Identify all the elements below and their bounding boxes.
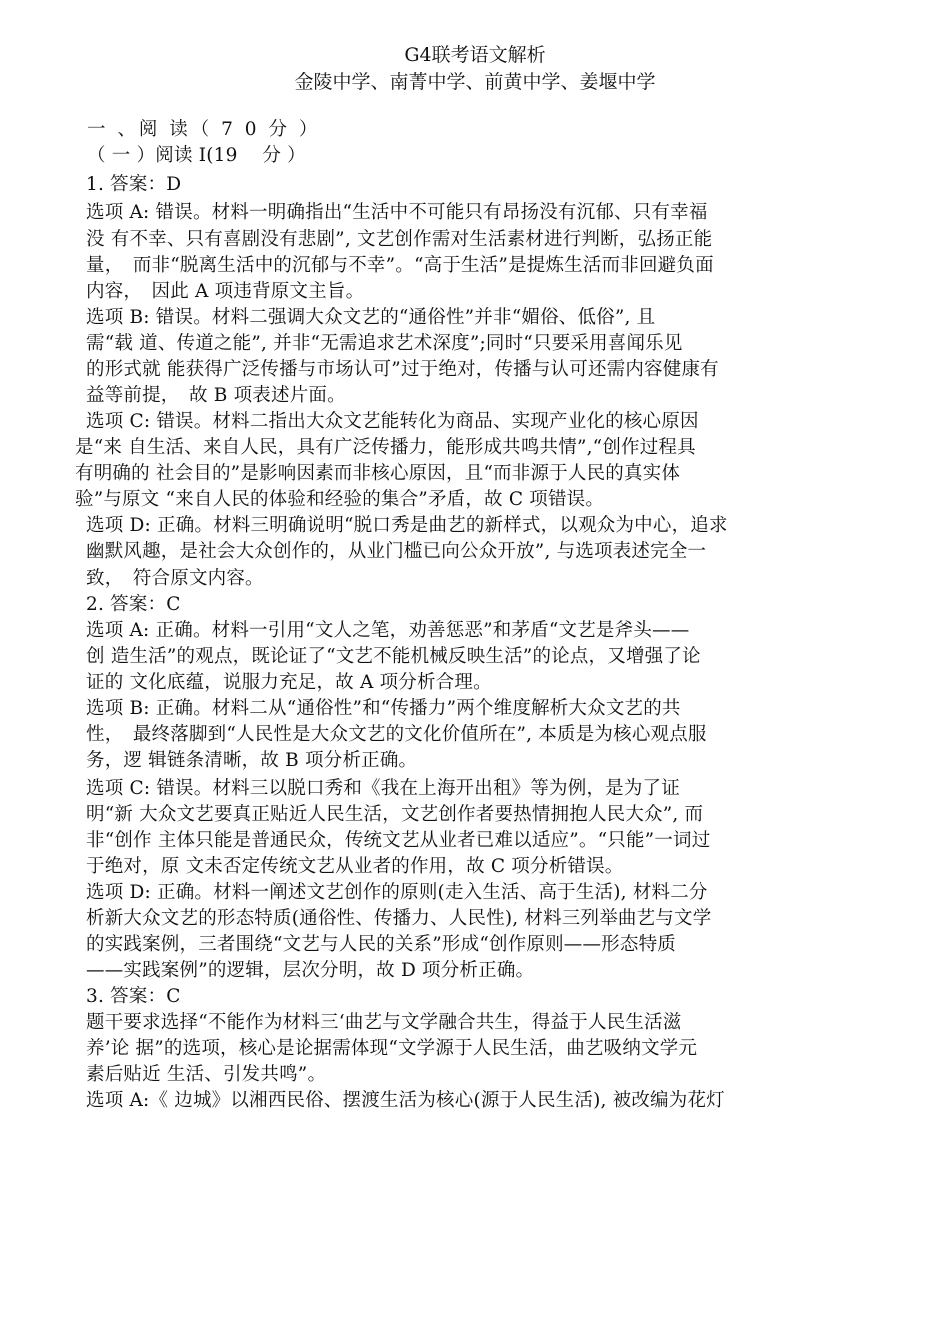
paragraph-line: 没 有不幸、只有喜剧没有悲剧”, 文艺创作需对生活素材进行判断，弘扬正能 bbox=[86, 229, 713, 250]
paragraph-line: 有明确的 社会目的”是影响因素而非核心原因，且“而非源于人民的真实体 bbox=[75, 463, 681, 484]
paragraph-line: 量， 而非“脱离生活中的沉郁与不幸”。“高于生活”是提炼生活而非回避负面 bbox=[86, 255, 714, 276]
paragraph-line: 幽默风趣，是社会大众创作的，从业门槛已向公众开放”, 与选项表述完全一 bbox=[86, 541, 707, 562]
paragraph-line: 验”与原文 “来自人民的体验和经验的集合”矛盾，故 C 项错误。 bbox=[75, 489, 605, 510]
paragraph-line: 于绝对，原 文未否定传统文艺从业者的作用，故 C 项分析错误。 bbox=[86, 856, 624, 877]
paragraph-line: 益等前提， 故 B 项表述片面。 bbox=[86, 385, 346, 406]
paragraph-line: 养’论 据”的选项，核心是论据需体现“文学源于人民生活，曲艺吸纳文学元 bbox=[86, 1038, 698, 1059]
paragraph-line: 选项 A: 正确。材料一引用“文人之笔，劝善惩恶”和茅盾“文艺是斧头—— bbox=[86, 620, 690, 641]
paragraph-line: 非“创作 主体只能是普通民众，传统文艺从业者已难以适应”。“只能”一词过 bbox=[86, 830, 711, 851]
school-list: 金陵中学、南菁中学、前黄中学、姜堰中学 bbox=[294, 71, 656, 93]
section-heading: 一 、阅 读（ 7 0 分 ） bbox=[87, 119, 321, 140]
paragraph-line: 致， 符合原文内容。 bbox=[86, 568, 264, 589]
paragraph-line: 选项 B: 正确。材料二从“通俗性”和“传播力”两个维度解析大众文艺的共 bbox=[86, 698, 681, 719]
paragraph-line: 选项 C: 错误。材料二指出大众文艺能转化为商品、实现产业化的核心原因 bbox=[86, 411, 699, 432]
paragraph-line: 内容， 因此 A 项违背原文主旨。 bbox=[86, 281, 365, 302]
paragraph-line: 析新大众文艺的形态特质(通俗性、传播力、人民性), 材料三列举曲艺与文学 bbox=[86, 908, 712, 929]
paragraph-line: 选项 D: 正确。材料三明确说明“脱口秀是曲艺的新样式，以观众为中心，追求 bbox=[86, 515, 728, 536]
paragraph-line: 选项 A:《 边城》以湘西民俗、摆渡生活为核心(源于人民生活), 被改编为花灯 bbox=[86, 1090, 725, 1111]
paragraph-line: 明“新 大众文艺要真正贴近人民生活，文艺创作者要热情拥抱人民大众”, 而 bbox=[86, 804, 704, 825]
answer-1-heading: 1. 答案：D bbox=[86, 174, 182, 195]
paragraph-line: 选项 D: 正确。材料一阐述文艺创作的原则(走入生活、高于生活), 材料二分 bbox=[86, 882, 708, 903]
answer-3-heading: 3. 答案：C bbox=[86, 986, 181, 1007]
paragraph-line: 性， 最终落脚到“人民性是大众文艺的文化价值所在”, 本质是为核心观点服 bbox=[86, 724, 707, 745]
paragraph-line: 素后贴近 生活、引发共鸣”。 bbox=[86, 1064, 327, 1085]
paragraph-line: 选项 B: 错误。材料二强调大众文艺的“通俗性”并非“媚俗、低俗”, 且 bbox=[86, 307, 656, 328]
paragraph-line: 的形式就 能获得广泛传播与市场认可”过于绝对，传播与认可还需内容健康有 bbox=[86, 359, 719, 380]
paragraph-line: 题干要求选择“不能作为材料三‘曲艺与文学融合共生，得益于人民生活滋 bbox=[86, 1012, 682, 1033]
paragraph-line: ——实践案例”的逻辑，层次分明，故 D 项分析正确。 bbox=[86, 960, 535, 981]
answer-2-heading: 2. 答案：C bbox=[86, 594, 181, 615]
paragraph-line: 的实践案例，三者围绕“文艺与人民的关系”形成“创作原则——形态特质 bbox=[86, 934, 676, 955]
paragraph-line: 选项 C: 错误。材料三以脱口秀和《我在上海开出租》等为例，是为了证 bbox=[86, 778, 680, 799]
paragraph-line: 证的 文化底蕴，说服力充足，故 A 项分析合理。 bbox=[86, 672, 492, 693]
document-title: G4联考语文解析 bbox=[404, 44, 546, 66]
subsection-heading: （ 一 ）阅读 I(19 分 ） bbox=[87, 145, 306, 166]
paragraph-line: 创 造生活”的观点，既论证了“文艺不能机械反映生活”的论点，又增强了论 bbox=[86, 646, 701, 667]
paragraph-line: 需“载 道、传道之能”, 并非“无需追求艺术深度”;同时“只要采用喜闻乐见 bbox=[86, 333, 683, 354]
paragraph-line: 务，逻 辑链条清晰，故 B 项分析正确。 bbox=[86, 750, 418, 771]
paragraph-line: 是“来 自生活、来自人民，具有广泛传播力，能形成共鸣共情”,“创作过程具 bbox=[75, 437, 696, 458]
paragraph-line: 选项 A: 错误。材料一明确指出“生活中不可能只有昂扬没有沉郁、只有幸福 bbox=[86, 202, 708, 223]
